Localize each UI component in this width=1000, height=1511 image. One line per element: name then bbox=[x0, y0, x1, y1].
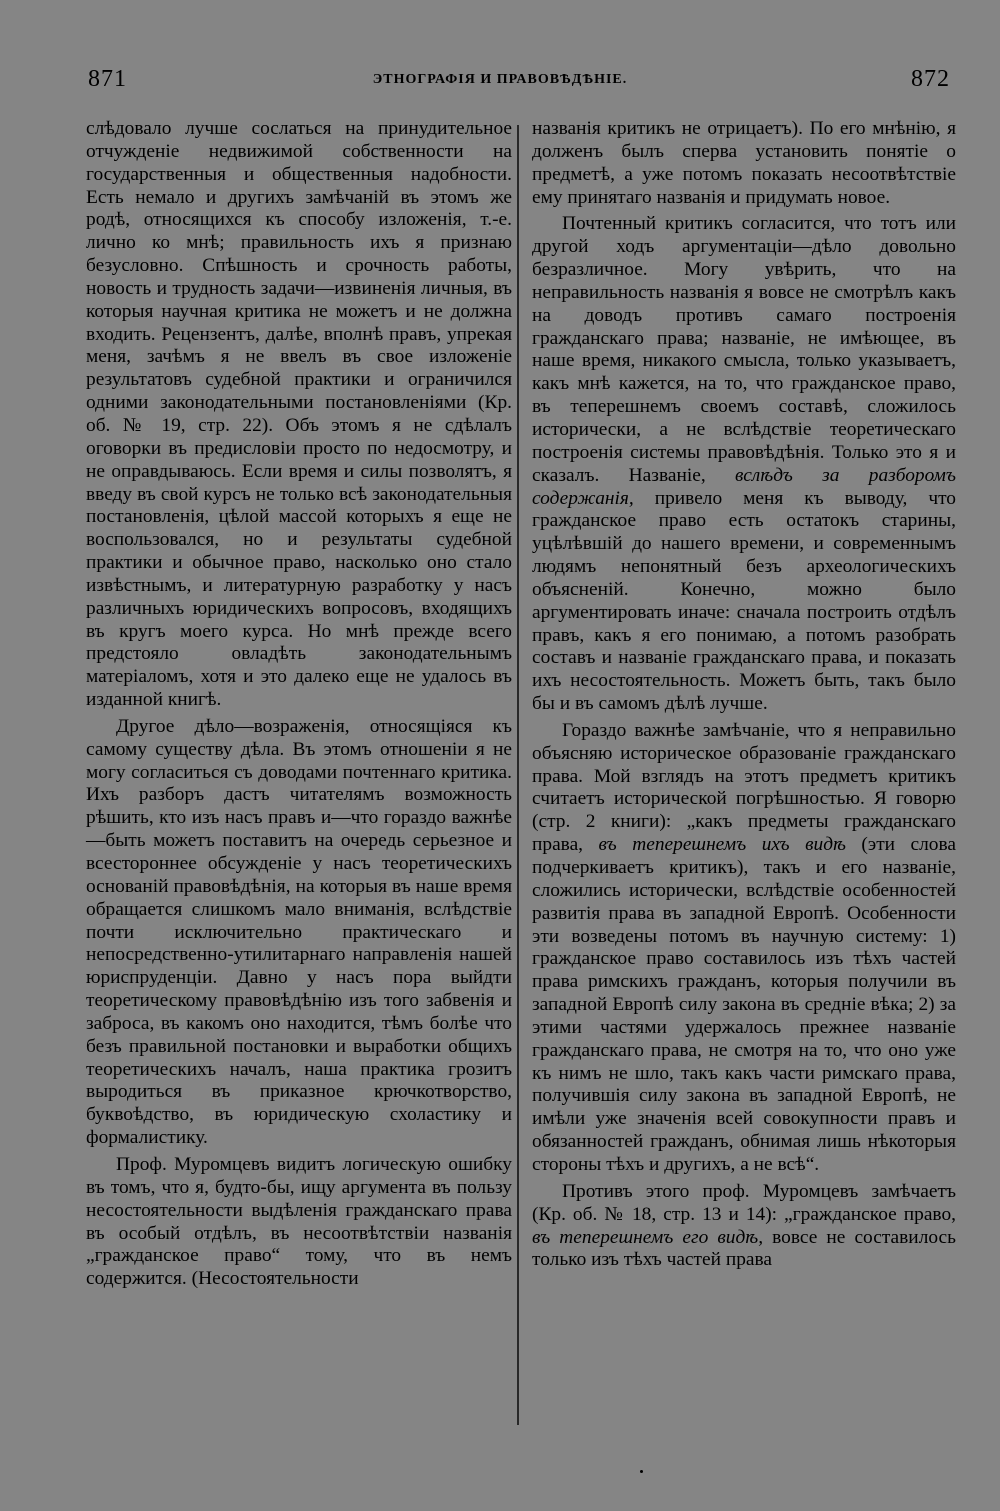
page-header bbox=[0, 0, 1000, 110]
emphasis-text: въ теперешнемъ его видѣ, bbox=[532, 1226, 764, 1248]
right-text-column bbox=[532, 118, 956, 1272]
text-span: (эти слова подчеркиваетъ критикъ), такъ и его названіе, сложились исторически, вслѣдствіе особенностей развитія права въ западной Европѣ. Особенности эти возведены потомъ въ научную систему: 1) гражданское право составилось изъ тѣхъ частей права римскихъ гражданъ, которыя получили въ западной Европѣ силу закона въ средніе вѣка; 2) за этими частями удержалось прежнее названіе гражданскаго права, не смотря на то, что оно уже къ нимъ не шло, такъ какъ части римскаго права, получившія силу закона въ западной Европѣ, не имѣли уже значенія всей совокупности правъ и обязанностей гражданъ, обнимая лишь нѣкоторыя стороны тѣхъ и другихъ, а не всѣ“. bbox=[532, 834, 956, 1175]
emphasis-text: въ теперешнемъ ихъ видѣ bbox=[598, 834, 846, 856]
right-paragraph-1: названія критикъ не отрицаетъ). По его мнѣнію, я долженъ былъ сперва установить понятіе о предметѣ, а уже потомъ показать несоотвѣтствіе ему принятаго названія и придумать новое. bbox=[532, 118, 956, 208]
left-text-column bbox=[86, 118, 512, 1291]
column-divider bbox=[517, 125, 519, 1425]
left-paragraph-2: Другое дѣло—возраженія, относящіяся къ самому существу дѣла. Въ этомъ отношеніи я не могу согласиться съ доводами почтеннаго критика. Ихъ разборъ дастъ читателямъ возможность рѣшить, кто изъ насъ правъ и—что гораздо важнѣе—быть можетъ поставитъ на очередь серьезное и всестороннее обсужденіе у насъ теоретическихъ основаній правовѣдѣнія, на которыя въ наше время обращается слишкомъ мало вниманія, вслѣдствіе почти исключительно практическаго и непосредственно-утилитарнаго направленія нашей юриспруденціи. Давно у насъ пора выйдти теоретическому правовѣдѣнію изъ того забвенія и заброса, въ какомъ оно находится, тѣмъ болѣе что безъ правильной постановки и выработки общихъ теоретическихъ началъ, наша практика грозитъ выродиться въ приказное крючкотворство, буквоѣдство, въ юридическую схоластику и формалистику. bbox=[86, 715, 512, 1149]
text-span: Гораздо важнѣе замѣчаніе, что я неправильно объясняю историческое образованіе гражданскаго права. Мой взглядъ на этотъ предметъ критикъ считаетъ исторической погрѣшностью. Я говорю (стр. 2 книги): „какъ предметы гражданскаго права, bbox=[532, 719, 956, 856]
right-column-number: 872 bbox=[911, 66, 950, 92]
text-span: Противъ этого проф. Муромцевъ замѣчаетъ (Кр. об. № 18, стр. 13 и 14): „гражданское право, bbox=[532, 1180, 956, 1225]
left-paragraph-3: Проф. Муромцевъ видитъ логическую ошибку въ томъ, что я, будто-бы, ищу аргумента въ пользу несостоятельности выдѣленія гражданскаго права въ особый отдѣлъ, въ несоотвѣтствіи названія „гражданское право“ тому, что въ немъ содержится. (Несостоятельности bbox=[86, 1153, 512, 1290]
left-paragraph-1: слѣдовало лучше сослаться на принудительное отчужденіе недвижимой собственности на государственныя и общественныя надобности. Есть немало и другихъ замѣчаній въ этомъ же родѣ, относящихся къ способу изложенія, т.-е. лично ко мнѣ; правильность ихъ я признаю безусловно. Спѣшность и срочность работы, новость и трудность задачи—извиненія личныя, въ которыя научная критика не можетъ и не должна входить. Рецензентъ, далѣе, вполнѣ правъ, упрекая меня, зачѣмъ я не ввелъ въ свое изложеніе результатовъ судебной практики и ограничился одними законодательными постановленіями (Кр. об. № 19, стр. 22). Объ этомъ я не сдѣлалъ оговорки въ предисловіи просто по недосмотру, и не оправдываюсь. Если время и силы позволятъ, я введу въ свой курсъ не только всѣ законодательныя постановленія, цѣлой массой которыхъ я еще не воспользовался, но и результаты судебной практики и обычное право, насколько оно стало извѣстнымъ, и литературную разработку у насъ различныхъ юридическихъ вопросовъ, входящихъ въ кругъ моего курса. Но мнѣ прежде всего предстояло овладѣть законодательнымъ матеріаломъ, хотя и это далеко еще не удалось въ изданной книгѣ. bbox=[86, 118, 512, 711]
text-span: вовсе не составилось только изъ тѣхъ частей права bbox=[532, 1226, 956, 1271]
right-paragraph-2 bbox=[532, 213, 956, 716]
right-paragraph-4 bbox=[532, 1181, 956, 1272]
left-column-number: 871 bbox=[88, 66, 127, 92]
running-title: ЭТНОГРАФІЯ И ПРАВОВѢДѢНІЕ. bbox=[372, 72, 628, 87]
text-span: привело меня къ выводу, что гражданское право есть остатокъ старины, уцѣлѣвшій до нашего времени, и современнымъ людямъ непонятный безъ археологическихъ объясненій. Конечно, можно было аргументировать иначе: сначала построить отдѣлъ правъ, какъ я его понимаю, а потомъ разобрать составъ и названіе гражданскаго права, и показать ихъ несостоятельность. Можетъ быть, такъ было бы и въ самомъ дѣлѣ лучше. bbox=[532, 487, 956, 715]
right-paragraph-3 bbox=[532, 720, 956, 1177]
footer-mark bbox=[640, 1470, 643, 1473]
text-span: Почтенный критикъ согласится, что тотъ или другой ходъ аргументаціи—дѣло довольно безразличное. Могу увѣрить, что на неправильность названія я вовсе не смотрѣлъ какъ на доводъ противъ самаго построенія гражданскаго права; названіе, не имѣющее, въ наше время, никакого смысла, только указываетъ, какъ мнѣ кажется, на то, что гражданское право, въ теперешнемъ своемъ составѣ, сложилось исторически, а не вслѣдствіе теоретическаго построенія системы правовѣдѣнія. Только это я и сказалъ. Названіе, bbox=[532, 213, 956, 486]
emphasis-text: вслѣдъ за разборомъ содержанія, bbox=[532, 464, 956, 509]
